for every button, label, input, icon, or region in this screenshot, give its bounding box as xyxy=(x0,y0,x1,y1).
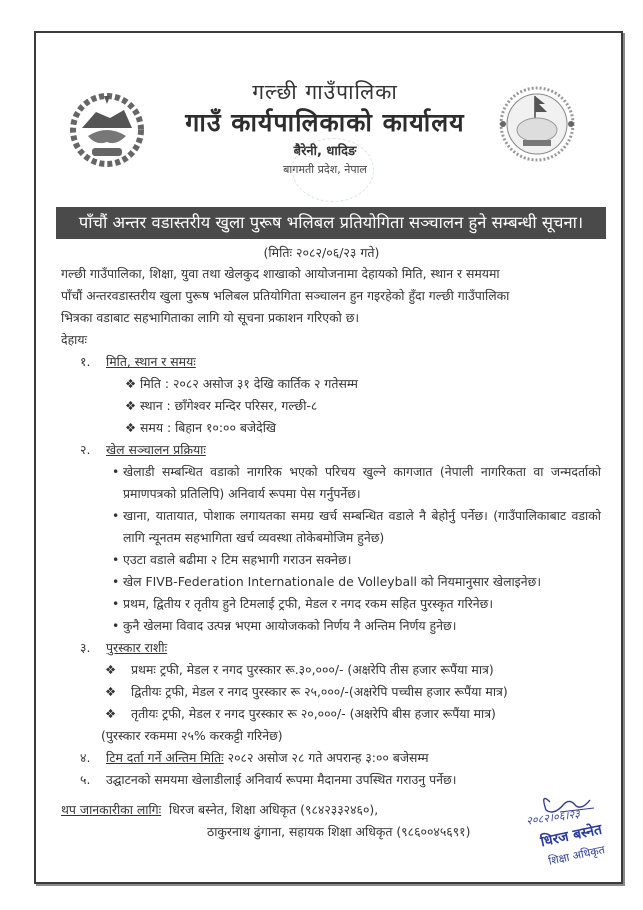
section-number: १. xyxy=(80,354,91,369)
section-title: पुरस्कार राशीः xyxy=(106,640,168,655)
bullet-icon: • xyxy=(112,552,120,567)
section-heading xyxy=(61,747,601,769)
notice-title: पाँचौं अन्तर वडास्तरीय खुला पुरूष भलिबल प्रतियोगिता सञ्चालन हुने सम्बन्धी सूचना। xyxy=(56,207,606,239)
bullet-icon: • xyxy=(112,596,120,611)
section-text: उद्घाटनको समयमा खेलाडीलाई अनिवार्य रूपमा मैदानमा उपस्थित गराउनु पर्नेछ। xyxy=(106,772,457,787)
contact-label: थप जानकारीका लागिः xyxy=(61,802,162,817)
stamp-name: धिरज बस्नेत xyxy=(539,821,604,851)
signature-date: २०८२।०६।२३ xyxy=(525,807,581,828)
section-number: ३. xyxy=(80,640,91,655)
list-item xyxy=(61,615,601,637)
office-location: बैरेनी, धादिङ xyxy=(293,144,357,159)
office-province: बागमती प्रदेश, नेपाल xyxy=(283,163,367,176)
dehaya-label: देहायः xyxy=(61,332,88,347)
list-item-text: एउटा वडाले बढीमा २ टिम सहभागी गराउन सक्नेछ। xyxy=(123,552,352,567)
intro-paragraph xyxy=(61,263,601,329)
prize-item xyxy=(61,659,601,681)
list-item: ❖ समय : बिहान १०:०० बजेदेखि xyxy=(125,420,277,435)
bullet-icon: • xyxy=(112,574,120,589)
list-item-text: खेल FIVB-Federation Internationale de Volleyball को नियमानुसार खेलाइनेछ। xyxy=(123,574,542,589)
section-title: खेल सञ्चालन प्रक्रियाः xyxy=(106,442,206,457)
municipality-name: गल्छी गाउँपालिका xyxy=(252,80,398,104)
diamond-bullet-icon: ❖ xyxy=(105,662,117,677)
section-heading xyxy=(61,769,601,791)
section-number: ४. xyxy=(80,750,91,765)
bullet-icon: • xyxy=(112,464,120,479)
section-title: टिम दर्ता गर्ने अन्तिम मितिः xyxy=(106,750,224,765)
section-heading xyxy=(61,351,601,373)
prize-item xyxy=(61,703,601,725)
list-item xyxy=(61,505,601,549)
list-item: ❖ स्थान : छाँगेश्वर मन्दिर परिसर, गल्छी-८ xyxy=(125,398,318,413)
intro-line: पाँचौं अन्तरवडास्तरीय खुला पुरूष भलिबल प्रतियोगिता सञ्चालन हुन गइरहेको हुँदा गल्छी गाउँपालिका xyxy=(61,288,510,303)
prize-text: तृतीयः ट्रफी, मेडल र नगद पुरस्कार रू २०,०००/- (अक्षरेपि बीस हजार रूपैंया मात्र) xyxy=(131,706,496,721)
nepal-emblem-icon xyxy=(66,88,148,170)
list-item xyxy=(61,593,601,615)
section-title: मिति, स्थान र समयः xyxy=(106,354,196,369)
prize-text: प्रथमः ट्रफी, मेडल र नगद पुरस्कार रू.३०,०००/- (अक्षरेपि तीस हजार रूपैंया मात्र) xyxy=(131,662,494,677)
list-item xyxy=(61,549,601,571)
bullet-icon: • xyxy=(112,508,120,523)
list-item-text: प्रथम, द्वितीय र तृतीय हुने टिमलाई ट्रफी, मेडल र नगद रकम सहित पुरस्कृत गरिनेछ। xyxy=(123,596,494,611)
contact-line-1: धिरज बस्नेत, शिक्षा अधिकृत (९८४२३३२४६०), xyxy=(169,802,379,817)
diamond-bullet-icon: ❖ xyxy=(105,684,117,699)
intro-line: भित्रका वडाबाट सहभागिताका लागि यो सूचना प्रकाशन गरिएको छ। xyxy=(61,310,360,325)
section-number: ५. xyxy=(80,772,91,787)
section-heading xyxy=(61,637,601,659)
list-item: ❖ मिति : २०८२ असोज ३१ देखि कार्तिक २ गतेसम्म xyxy=(125,376,358,391)
list-item xyxy=(61,461,601,505)
municipality-logo-icon xyxy=(497,84,577,164)
faint-office-stamp xyxy=(292,138,374,202)
contact-info xyxy=(61,799,470,843)
list-item-text: खेलाडी सम्बन्धित वडाको नागरिक भएको परिचय खुल्ने कागजात (नेपाली नागरिकता वा जन्मदर्ताको प्रमाणपत्रको प्रतिलिपि) अनिवार्य रूपमा पेस गर्नुपर्नेछ। xyxy=(123,464,601,501)
diamond-bullet-icon: ❖ xyxy=(105,706,117,721)
stamp-title: शिक्षा अधिकृत xyxy=(547,843,607,868)
notice-date: (मितिः २०८२/०६/२३ गते) xyxy=(263,245,380,260)
section-heading xyxy=(61,439,601,461)
bullet-icon: • xyxy=(112,618,120,633)
prize-item xyxy=(61,681,601,703)
intro-line: गल्छी गाउँपालिका, शिक्षा, युवा तथा खेलकुद शाखाको आयोजनामा देहायको मिति, स्थान र समयमा xyxy=(61,266,500,281)
office-name: गाउँ कार्यपालिकाको कार्यालय xyxy=(185,108,465,137)
list-item xyxy=(61,571,601,593)
list-item-text: कुनै खेलमा विवाद उत्पन्न भएमा आयोजकको निर्णय नै अन्तिम निर्णय हुनेछ। xyxy=(123,618,457,633)
section-number: २. xyxy=(80,442,91,457)
notice-body xyxy=(61,263,601,791)
prize-text: द्वितीयः ट्रफी, मेडल र नगद पुरस्कार रू २५,०००/-(अक्षरेपि पच्चीस हजार रूपैंया मात्र) xyxy=(131,684,508,699)
contact-line-2: ठाकुरनाथ ढुंगाना, सहायक शिक्षा अधिकृत (९८६००४५६९१) xyxy=(207,824,471,839)
registration-deadline: २०८२ असोज २८ गते अपरान्ह ३:०० बजेसम्म xyxy=(227,750,429,765)
tax-note: (पुरस्कार रकममा २५% करकट्टी गरिनेछ) xyxy=(101,728,283,743)
list-item-text: खाना, यातायात, पोशाक लगायतका समग्र खर्च सम्बन्धित वडाले नै बेहोर्नु पर्नेछ। (गाउँपालिकाबाट वडाको लागि न्यूनतम सहभागिता खर्च व्यवस्था तोकेबमोजिम हुनेछ) xyxy=(123,508,601,545)
